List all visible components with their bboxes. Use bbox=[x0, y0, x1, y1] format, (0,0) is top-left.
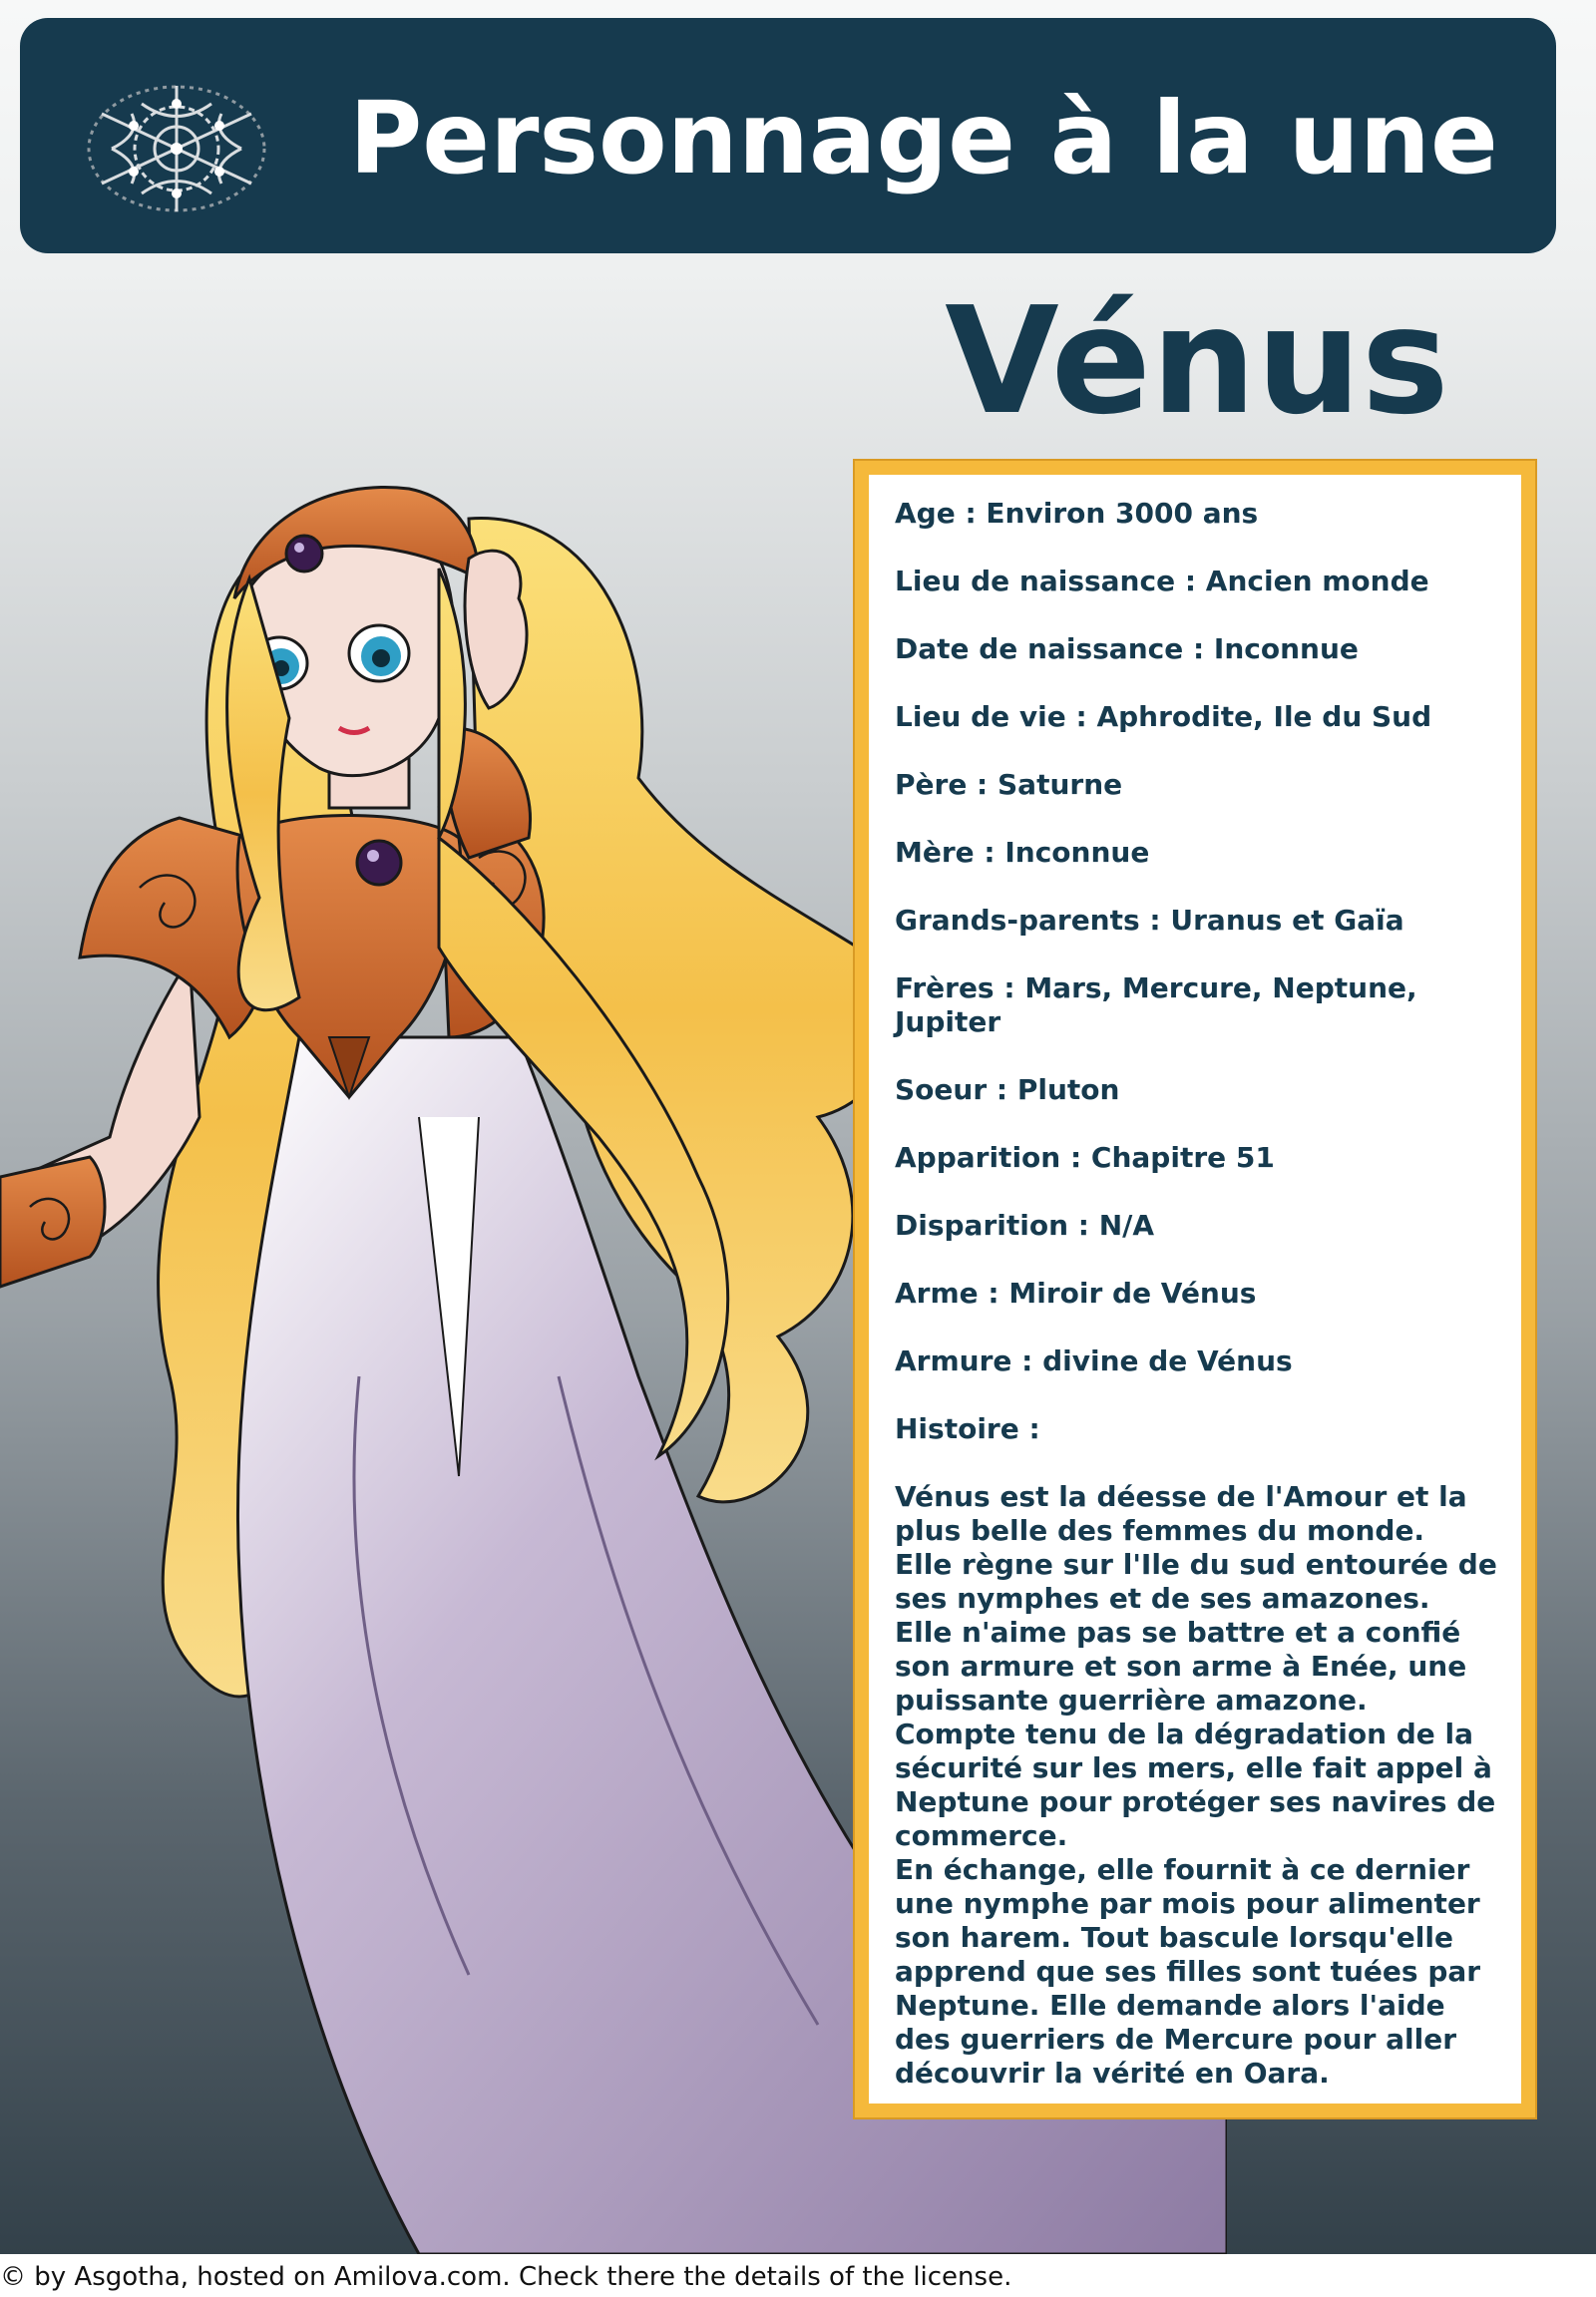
info-value: Pluton bbox=[1016, 1073, 1120, 1106]
info-value: Chapitre 51 bbox=[1090, 1141, 1275, 1174]
info-row-age bbox=[895, 497, 1503, 531]
character-name: Vénus bbox=[945, 275, 1449, 447]
license-credit: © by Asgotha, hosted on Amilova.com. Check there the details of the license. bbox=[0, 2262, 1012, 2292]
info-label: Histoire bbox=[895, 1412, 1019, 1445]
info-separator: : bbox=[994, 971, 1025, 1004]
story-paragraph: Elle règne sur l'Ile du sud entourée de ses nymphes et de ses amazones. bbox=[895, 1548, 1497, 1615]
info-value: Aphrodite, Ile du Sud bbox=[1096, 700, 1432, 733]
story-paragraph: Compte tenu de la dégradation de la sécurité sur les mers, elle fait appel à Neptune pour protéger ses navires de commerce. bbox=[895, 1718, 1496, 1852]
info-separator: : bbox=[967, 768, 998, 801]
info-separator: : bbox=[1139, 904, 1171, 937]
story-text bbox=[895, 1480, 1503, 2091]
info-value: Mars, Mercure, Neptune, Jupiter bbox=[895, 971, 1417, 1038]
info-row-weapon bbox=[895, 1277, 1503, 1311]
story-paragraph: En échange, elle fournit à ce dernier une nymphe par mois pour alimenter son harem. Tout bascule lorsqu'elle apprend que ses filles sont tuées par Neptune. Elle demande alors l'aide des guerriers de Mercure pour aller découvrir la vérité en Oara. bbox=[895, 1853, 1481, 2090]
snowflake-emblem-icon bbox=[72, 74, 281, 223]
info-label: Armure bbox=[895, 1344, 1012, 1377]
info-label: Disparition bbox=[895, 1209, 1069, 1242]
info-separator: : bbox=[955, 497, 987, 530]
info-row-residence bbox=[895, 700, 1503, 734]
info-label: Age bbox=[895, 497, 956, 530]
info-label: Lieu de naissance bbox=[895, 565, 1176, 597]
info-separator: : bbox=[978, 1277, 1009, 1310]
info-value: N/A bbox=[1098, 1209, 1155, 1242]
info-label: Frères bbox=[895, 971, 995, 1004]
info-row-father bbox=[895, 768, 1503, 802]
info-separator: : bbox=[974, 836, 1005, 869]
info-label: Grands-parents bbox=[895, 904, 1140, 937]
info-separator: : bbox=[1011, 1344, 1043, 1377]
story-paragraph: Elle n'aime pas se battre et a confié son armure et son arme à Enée, une puissante guerrière amazone. bbox=[895, 1616, 1467, 1717]
info-label: Apparition bbox=[895, 1141, 1061, 1174]
info-value: Inconnue bbox=[1213, 632, 1359, 665]
info-label: Mère bbox=[895, 836, 975, 869]
info-separator: : bbox=[987, 1073, 1017, 1106]
info-row-appearance bbox=[895, 1141, 1503, 1175]
info-row-grandparents bbox=[895, 904, 1503, 938]
info-separator: : bbox=[1018, 1412, 1050, 1445]
page-title: Personnage à la une bbox=[349, 80, 1498, 196]
info-separator: : bbox=[1175, 565, 1206, 597]
info-separator: : bbox=[1065, 700, 1097, 733]
info-row-disappearance bbox=[895, 1209, 1503, 1243]
info-row-brothers bbox=[895, 971, 1503, 1039]
info-panel bbox=[869, 475, 1521, 2104]
info-row-birthplace bbox=[895, 565, 1503, 598]
info-value: Environ 3000 ans bbox=[986, 497, 1259, 530]
story-paragraph: Vénus est la déesse de l'Amour et la plus belle des femmes du monde. bbox=[895, 1480, 1467, 1547]
info-value: divine de Vénus bbox=[1042, 1344, 1293, 1377]
info-panel-frame bbox=[853, 459, 1537, 2119]
info-value: Miroir de Vénus bbox=[1008, 1277, 1257, 1310]
info-row-sister bbox=[895, 1073, 1503, 1107]
info-row-story-heading bbox=[895, 1412, 1503, 1446]
info-row-mother bbox=[895, 836, 1503, 870]
info-value: Ancien monde bbox=[1205, 565, 1429, 597]
info-separator: : bbox=[1060, 1141, 1091, 1174]
info-value: Saturne bbox=[998, 768, 1123, 801]
header-banner bbox=[20, 18, 1556, 253]
info-label: Père bbox=[895, 768, 968, 801]
info-list bbox=[895, 497, 1503, 2091]
info-label: Lieu de vie bbox=[895, 700, 1066, 733]
info-label: Date de naissance bbox=[895, 632, 1184, 665]
info-label: Soeur bbox=[895, 1073, 988, 1106]
info-value: Inconnue bbox=[1004, 836, 1150, 869]
info-separator: : bbox=[1183, 632, 1214, 665]
info-row-armor bbox=[895, 1344, 1503, 1378]
info-value: Uranus et Gaïa bbox=[1170, 904, 1404, 937]
info-label: Arme bbox=[895, 1277, 979, 1310]
info-row-birthdate bbox=[895, 632, 1503, 666]
info-separator: : bbox=[1068, 1209, 1099, 1242]
